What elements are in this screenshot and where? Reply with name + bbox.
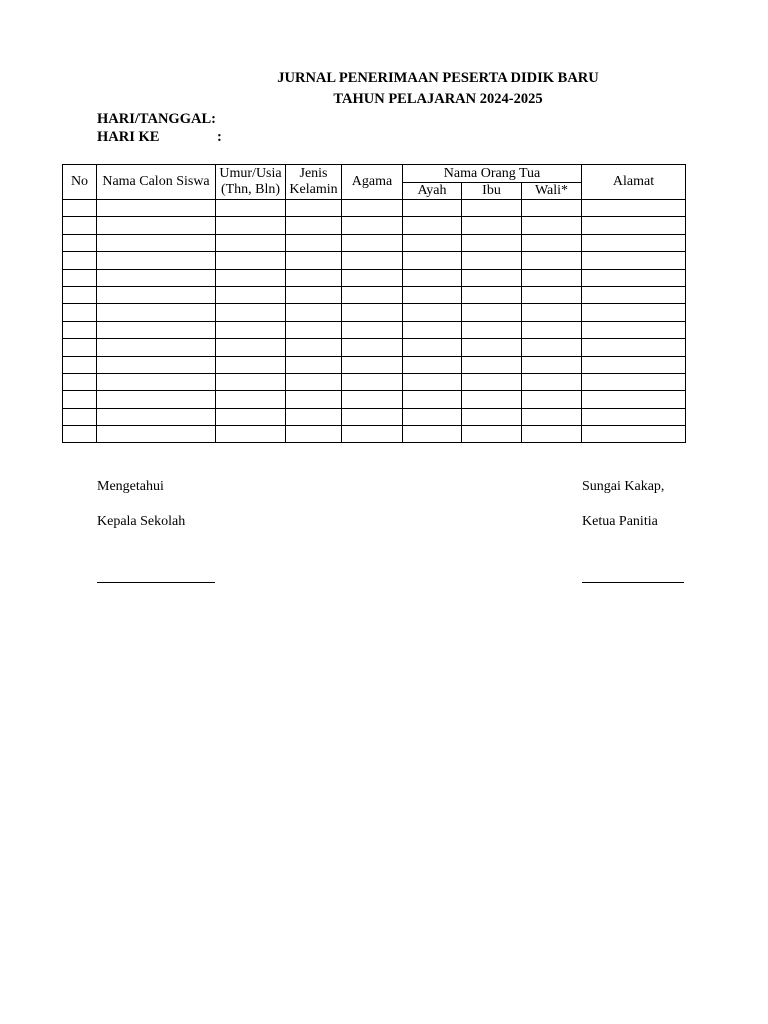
table-cell (522, 252, 582, 269)
table-cell (462, 356, 522, 373)
table-cell (403, 234, 462, 251)
table-cell (462, 408, 522, 425)
table-cell (522, 200, 582, 217)
table-cell (582, 200, 686, 217)
table-row (63, 321, 686, 338)
mengetahui-label: Mengetahui (97, 479, 164, 494)
header-jenis-line2: Kelamin (289, 182, 338, 197)
place-label: Sungai Kakap, (582, 479, 665, 494)
table-cell (522, 321, 582, 338)
table-row (63, 373, 686, 390)
table-cell (522, 426, 582, 443)
table-cell (403, 408, 462, 425)
table-row (63, 339, 686, 356)
table-cell (342, 426, 403, 443)
table-cell (63, 373, 97, 390)
table-cell (63, 269, 97, 286)
table-cell (582, 321, 686, 338)
header-no: No (63, 165, 97, 200)
kepala-sekolah-signature-line (97, 582, 215, 583)
table-cell (462, 373, 522, 390)
table-cell (216, 339, 286, 356)
table-cell (342, 269, 403, 286)
table-cell (342, 391, 403, 408)
table-cell (342, 234, 403, 251)
table-cell (582, 286, 686, 303)
header-ayah: Ayah (403, 183, 462, 200)
table-cell (286, 391, 342, 408)
table-cell (216, 426, 286, 443)
hari-ke-label: HARI KE (97, 129, 160, 145)
table-cell (286, 356, 342, 373)
table-cell (582, 391, 686, 408)
table-cell (582, 234, 686, 251)
table-row (63, 217, 686, 234)
table-cell (97, 234, 216, 251)
table-cell (97, 286, 216, 303)
table-cell (216, 200, 286, 217)
table-cell (403, 391, 462, 408)
header-nama-calon-siswa: Nama Calon Siswa (97, 165, 216, 200)
table-cell (286, 304, 342, 321)
table-cell (342, 339, 403, 356)
header-alamat: Alamat (582, 165, 686, 200)
table-cell (582, 408, 686, 425)
table-cell (63, 252, 97, 269)
header-wali: Wali* (522, 183, 582, 200)
table-cell (216, 356, 286, 373)
table-cell (63, 200, 97, 217)
document-title: JURNAL PENERIMAAN PESERTA DIDIK BARU (277, 70, 599, 86)
table-cell (462, 304, 522, 321)
table-cell (462, 426, 522, 443)
table-cell (522, 304, 582, 321)
table-cell (462, 252, 522, 269)
table-cell (403, 286, 462, 303)
table-cell (403, 200, 462, 217)
table-cell (522, 373, 582, 390)
table-cell (97, 339, 216, 356)
table-cell (216, 234, 286, 251)
table-cell (97, 200, 216, 217)
table-cell (216, 408, 286, 425)
table-cell (286, 217, 342, 234)
table-row (63, 304, 686, 321)
table-cell (286, 339, 342, 356)
table-cell (462, 339, 522, 356)
table-cell (63, 234, 97, 251)
header-agama: Agama (342, 165, 403, 200)
table-cell (582, 339, 686, 356)
table-cell (462, 200, 522, 217)
table-cell (342, 252, 403, 269)
table-cell (97, 426, 216, 443)
table-cell (63, 339, 97, 356)
table-cell (462, 286, 522, 303)
table-cell (522, 391, 582, 408)
header-nama-orang-tua: Nama Orang Tua (403, 165, 582, 183)
table-cell (462, 391, 522, 408)
table-cell (342, 321, 403, 338)
table-cell (286, 200, 342, 217)
table-row (63, 269, 686, 286)
table-cell (403, 304, 462, 321)
table-cell (582, 356, 686, 373)
table-cell (342, 217, 403, 234)
table-cell (522, 286, 582, 303)
table-row (63, 408, 686, 425)
table-cell (216, 252, 286, 269)
table-cell (97, 269, 216, 286)
table-cell (216, 304, 286, 321)
table-cell (342, 286, 403, 303)
header-ibu: Ibu (462, 183, 522, 200)
table-cell (522, 408, 582, 425)
table-cell (403, 321, 462, 338)
table-cell (286, 321, 342, 338)
table-cell (522, 356, 582, 373)
table-row (63, 234, 686, 251)
table-cell (582, 373, 686, 390)
table-cell (63, 304, 97, 321)
table-cell (403, 217, 462, 234)
hari-tanggal-label: HARI/TANGGAL: (97, 111, 216, 127)
table-cell (342, 408, 403, 425)
table-cell (286, 373, 342, 390)
table-cell (403, 373, 462, 390)
table-cell (216, 269, 286, 286)
table-cell (97, 252, 216, 269)
hari-ke-field (97, 128, 222, 146)
table-cell (286, 408, 342, 425)
table-row (63, 426, 686, 443)
table-cell (462, 234, 522, 251)
table-cell (63, 426, 97, 443)
table-cell (342, 304, 403, 321)
table-cell (63, 217, 97, 234)
table-cell (403, 426, 462, 443)
table-cell (522, 217, 582, 234)
table-cell (582, 269, 686, 286)
table-cell (342, 356, 403, 373)
table-cell (97, 373, 216, 390)
header-umur-line1: Umur/Usia (219, 166, 282, 181)
table-cell (582, 217, 686, 234)
header-umur-line2: (Thn, Bln) (220, 182, 281, 197)
table-cell (522, 339, 582, 356)
ketua-panitia-signature-line (582, 582, 684, 583)
table-row (63, 356, 686, 373)
table-cell (286, 234, 342, 251)
document-subtitle: TAHUN PELAJARAN 2024-2025 (333, 91, 543, 107)
ketua-panitia-label: Ketua Panitia (582, 514, 658, 529)
table-cell (216, 391, 286, 408)
kepala-sekolah-label: Kepala Sekolah (97, 514, 186, 529)
table-cell (286, 252, 342, 269)
table-cell (403, 356, 462, 373)
table-cell (462, 269, 522, 286)
table-cell (582, 252, 686, 269)
table-cell (97, 356, 216, 373)
table-cell (286, 269, 342, 286)
header-jenis-kelamin (286, 165, 342, 200)
table-row (63, 200, 686, 217)
table-cell (342, 373, 403, 390)
table-cell (63, 408, 97, 425)
header-umur-usia (216, 165, 286, 200)
table-cell (97, 217, 216, 234)
table-cell (97, 321, 216, 338)
table-cell (97, 304, 216, 321)
table-cell (63, 356, 97, 373)
table-row (63, 252, 686, 269)
table-cell (342, 200, 403, 217)
table-cell (522, 269, 582, 286)
table-cell (63, 286, 97, 303)
table-row (63, 391, 686, 408)
table-cell (582, 426, 686, 443)
table-cell (63, 321, 97, 338)
table-cell (462, 217, 522, 234)
header-jenis-line1: Jenis (299, 166, 328, 181)
table-cell (522, 234, 582, 251)
table-cell (216, 286, 286, 303)
table-row (63, 286, 686, 303)
table-cell (286, 426, 342, 443)
hari-ke-colon: : (217, 129, 222, 145)
table-cell (462, 321, 522, 338)
table-cell (216, 217, 286, 234)
table-cell (97, 391, 216, 408)
registration-journal-table (62, 164, 686, 443)
table-cell (97, 408, 216, 425)
table-cell (582, 304, 686, 321)
table-cell (403, 339, 462, 356)
table-cell (403, 269, 462, 286)
table-cell (286, 286, 342, 303)
table-cell (216, 373, 286, 390)
table-cell (403, 252, 462, 269)
table-cell (216, 321, 286, 338)
table-body (63, 200, 686, 443)
table-cell (63, 391, 97, 408)
